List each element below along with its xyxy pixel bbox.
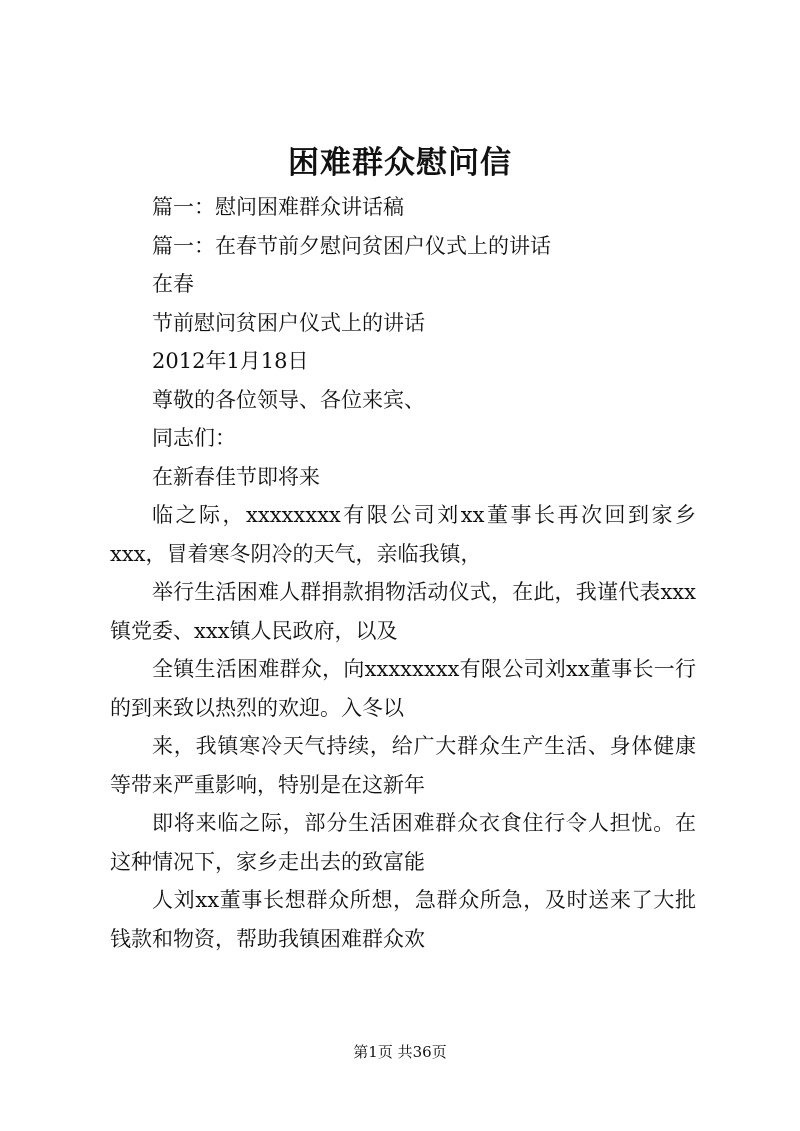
paragraph: 同志们： (152, 426, 236, 450)
paragraph: 即将来临之际，部分生活困难群众衣食住行令人担忧。在这种情况下，家乡走出去的致富能 (110, 811, 696, 874)
paragraph: 临之际，xxxxxxxx有限公司刘xx董事长再次回到家乡xxx，冒着寒冬阴冷的天气，亲临我镇， (110, 503, 696, 566)
page-number: 第1页 共36页 (353, 1043, 447, 1061)
paragraph: 篇一：在春节前夕慰问贫困户仪式上的讲话 (152, 233, 551, 258)
paragraph: 来，我镇寒冷天气持续，给广大群众生产生活、身体健康等带来严重影响，特别是在这新年 (110, 734, 696, 797)
paragraph: 篇一：慰问困难群众讲话稿 (152, 195, 404, 219)
paragraph: 2012年1月18日 (152, 349, 309, 373)
paragraph: 节前慰问贫困户仪式上的讲话 (152, 310, 425, 335)
paragraph: 尊敬的各位领导、各位来宾、 (152, 387, 425, 412)
paragraph: 全镇生活困难群众，向xxxxxxxx有限公司刘xx董事长一行的到来致以热烈的欢迎。入冬以 (110, 657, 696, 720)
document-body (110, 188, 696, 958)
paragraph: 在春 (152, 272, 194, 296)
paragraph: 举行生活困难人群捐款捐物活动仪式，在此，我谨代表xxx镇党委、xxx镇人民政府，以及 (110, 580, 696, 643)
paragraph: 在新春佳节即将来 (152, 464, 320, 489)
document-title: 困难群众慰问信 (288, 145, 512, 181)
paragraph: 人刘xx董事长想群众所想，急群众所急，及时送来了大批钱款和物资，帮助我镇困难群众欢 (110, 888, 696, 951)
